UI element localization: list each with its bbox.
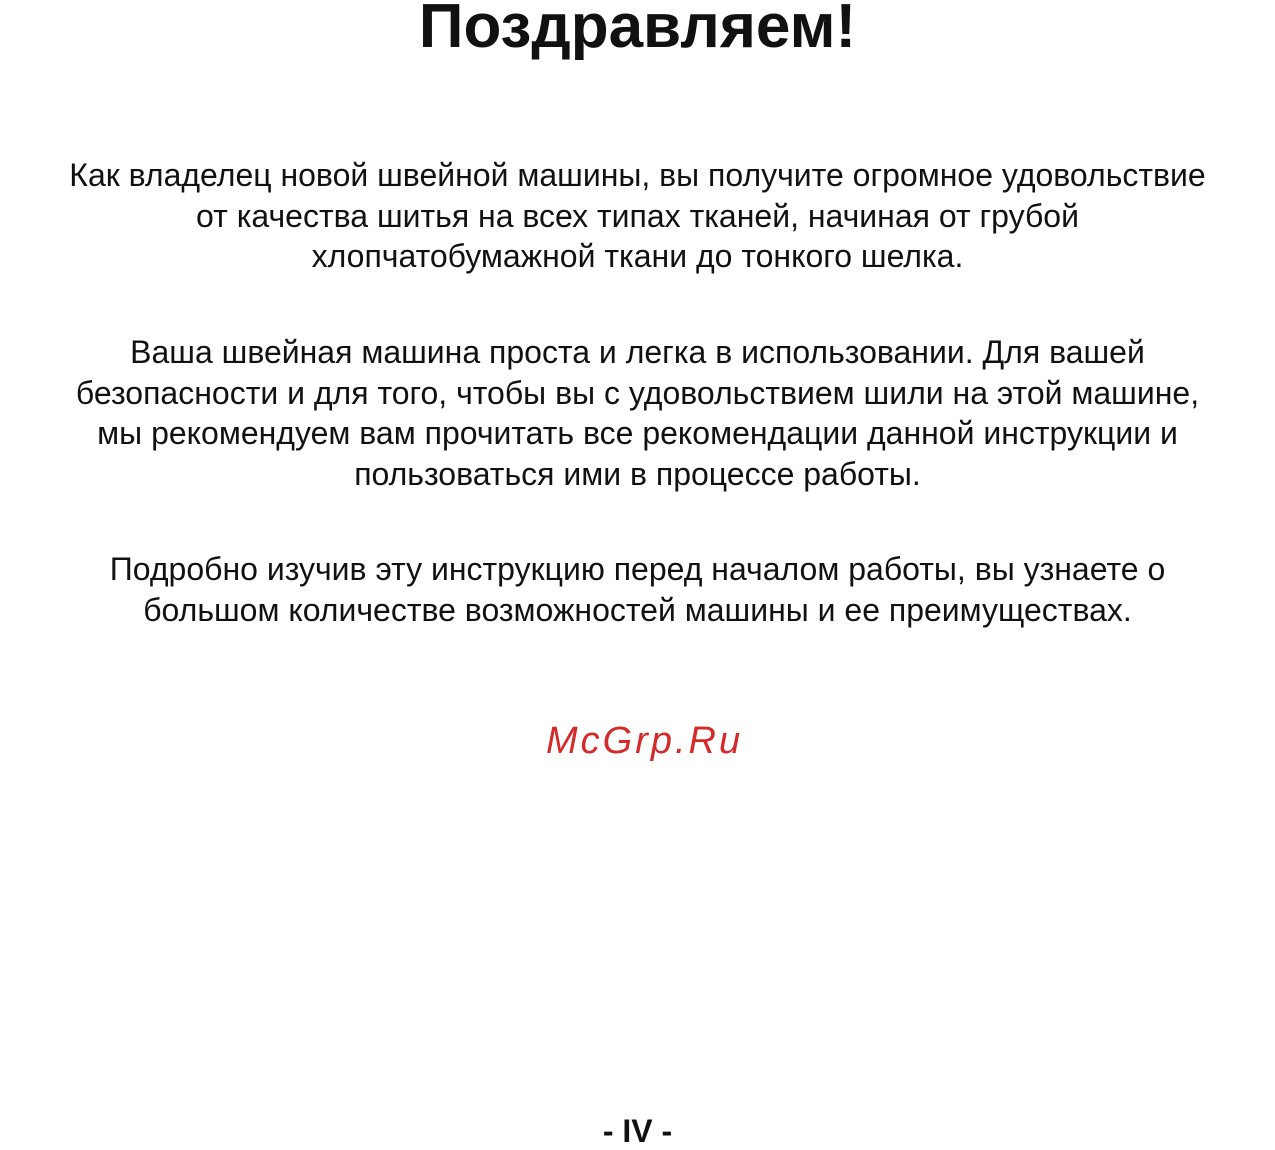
text-line: хлопчатобумажной ткани до тонкого шелка. [311,238,964,274]
text-line: от качества шитья на всех типах тканей, начиная от грубой [196,197,1079,234]
paragraph-study [0,549,1275,630]
paragraph-intro [0,155,1275,277]
page-title: Поздравляем! [418,0,857,61]
text-line: большом количестве возможностей машины и ее преимуществах. [143,591,1132,628]
paragraph-safety [0,332,1275,494]
text-line: Ваша швейная машина проста и легка в использовании. Для вашей [130,334,1145,370]
text-line: безопасности и для того, чтобы вы с удовольствием шили на этой машине, [75,374,1200,411]
text-line: Как владелец новой швейной машины, вы получите огромное удовольствие [69,157,1206,193]
text-line: Подробно изучив эту инструкцию перед началом работы, вы узнаете о [109,551,1166,587]
watermark: McGrp.Ru [546,720,744,762]
page-number: - IV - [602,1113,673,1149]
text-line: мы рекомендуем вам прочитать все рекомендации данной инструкции и [97,415,1178,451]
text-line: пользоваться ими в процессе работы. [354,455,921,492]
